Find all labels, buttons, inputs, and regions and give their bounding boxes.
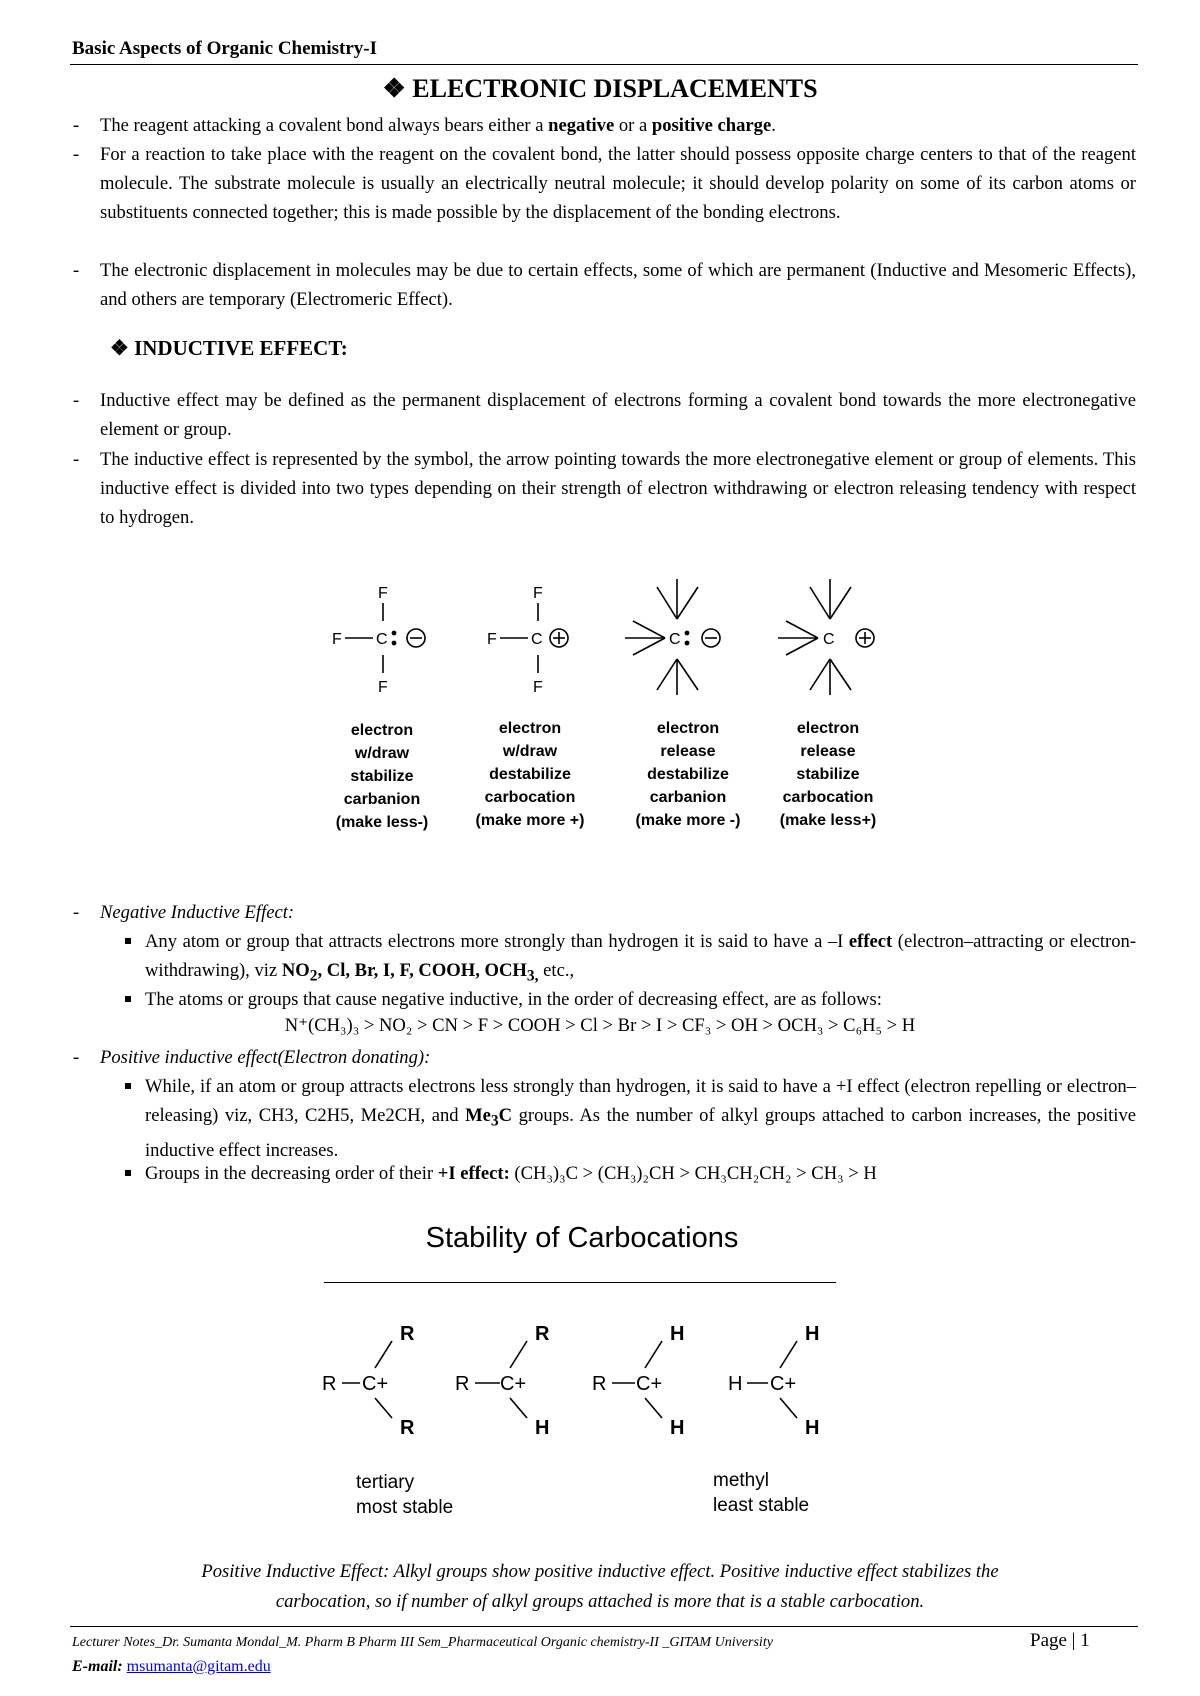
page-number: Page | 1	[1030, 1630, 1090, 1651]
carbon-atom: C	[669, 631, 681, 648]
fluorine-atom: F	[533, 585, 543, 602]
carbocation-structures-figure	[320, 1318, 840, 1438]
paragraph-reaction-conditions: - For a reaction to take place with the reagent on the covalent bond, the latter should possess opposite charge centers to that of the reagent molecule. The substrate molecule is usually an electrically neutral molecule; it should develop polarity on some of its carbon atoms or substituents connected together; this is made possible by the displacement of the bonding electrons.	[73, 144, 1136, 223]
carbon-atom: C	[376, 631, 388, 648]
positive-inductive-bullet-2: Groups in the decreasing order of their +I effect: (CH₃)₃C > (CH₃)₂CH > CH₃CH₂CH₂ > CH₃ > H	[145, 1159, 1136, 1188]
carbocation-2-top: R	[535, 1323, 550, 1345]
paragraph-inductive-definition: - Inductive effect may be defined as the permanent displacement of electrons forming a covalent bond towards the more electronegative element or group.	[73, 390, 1136, 440]
carbocation-1-top: R	[400, 1323, 415, 1345]
negative-inductive-bullet-1: Any atom or group that attracts electrons more strongly than hydrogen it is said to have a –I effect (electron–attracting or electron-withdrawing), viz $NO_2$, Cl, Br, I, F, COOH, $OCH_{3,}$ etc.,	[145, 927, 1136, 991]
negative-inductive-order: N⁺(CH₃)₃ > NO₂ > CN > F > COOH > Cl > Br > I > CF₃ > OH > OCH₃ > C₆H₅ > H	[284, 1015, 916, 1036]
fluorine-atom: F	[332, 631, 342, 648]
section-title-inductive-effect: ❖ INDUCTIVE EFFECT:	[110, 336, 348, 360]
header-rule	[70, 64, 1138, 65]
carbocation-3-center: C+	[636, 1373, 663, 1395]
footer-email: E-mail: msumanta@gitam.edu	[72, 1658, 271, 1675]
carbocation-stability-title: Stability of Carbocations	[425, 1222, 739, 1254]
carbocation-4-left: H	[728, 1373, 743, 1395]
paragraph-inductive-representation: - The inductive effect is represented by the symbol, the arrow pointing towards the more electronegative element or group of elements. This inductive effect is divided into two types depending on their strength of electron withdrawing or electron releasing tendency with respect to hydrogen.	[73, 449, 1136, 528]
methyl-label: methyl least stable	[713, 1470, 810, 1516]
carbocation-1-left: R	[322, 1373, 337, 1395]
carbocation-2-center: C+	[500, 1373, 527, 1395]
carbocation-2-left: R	[455, 1373, 470, 1395]
email-link[interactable]: msumanta@gitam.edu	[126, 1658, 271, 1675]
paragraph-reagent-charge: - The reagent attacking a covalent bond always bears either a negative or a positive charge.	[73, 115, 776, 136]
carbocation-3-top: H	[670, 1323, 685, 1345]
negative-inductive-bullet-2: The atoms or groups that cause negative inductive, in the order of decreasing effect, are as follows:	[145, 985, 1136, 1014]
carbocation-2-bottom: H	[535, 1417, 550, 1438]
negative-inductive-heading: - Negative Inductive Effect:	[73, 902, 295, 923]
carbocation-title-rule	[324, 1282, 836, 1283]
header-title: Basic Aspects of Organic Chemistry-I	[72, 38, 378, 59]
section-title-electronic-displacements: ❖ ELECTRONIC DISPLACEMENTS	[382, 74, 818, 103]
footer-notes: Lecturer Notes_Dr. Sumanta Mondal_M. Pharm B Pharm III Sem_Pharmaceutical Organic chemistry-II _GITAM University	[72, 1635, 773, 1650]
fluorine-atom: F	[533, 679, 543, 696]
carbocation-1-center: C+	[362, 1373, 389, 1395]
structure-label-1: electron w/draw stabilize carbanion (make less-)	[335, 722, 429, 831]
fluorine-atom: F	[487, 631, 497, 648]
structure-label-3: electron release destabilize carbanion (make more -)	[635, 720, 741, 829]
tertiary-label: tertiary most stable	[356, 1472, 454, 1518]
footer-rule	[70, 1626, 1138, 1627]
carbocation-4-center: C+	[770, 1373, 797, 1395]
positive-inductive-bullet-1: While, if an atom or group attracts electrons less strongly than hydrogen, it is said to have a +I effect (electron repelling or electron–releasing) viz, CH3, C2H5, Me2CH, and $Me_3C$ groups. As the number of alkyl groups attached to carbon increases, the positive inductive effect increases.	[145, 1072, 1136, 1165]
carbocation-1-bottom: R	[400, 1417, 415, 1438]
structure-label-4: electron release stabilize carbocation (make less+)	[779, 720, 877, 829]
positive-inductive-heading: - Positive inductive effect(Electron donating):	[73, 1047, 431, 1068]
carbon-atom: C	[823, 631, 835, 648]
carbocation-4-bottom: H	[805, 1417, 820, 1438]
inductive-effect-structures-figure	[320, 575, 900, 715]
carbocation-4-top: H	[805, 1323, 820, 1345]
fluorine-atom: F	[378, 585, 388, 602]
carbocation-3-bottom: H	[670, 1417, 685, 1438]
carbon-atom: C	[531, 631, 543, 648]
figure-caption: Positive Inductive Effect: Alkyl groups show positive inductive effect. Positive inductive effect stabilizes the carbocation, so if number of alkyl groups attached is more that is a stable carbocation.	[201, 1561, 999, 1612]
carbocation-3-left: R	[592, 1373, 607, 1395]
fluorine-atom: F	[378, 679, 388, 696]
paragraph-electronic-displacement-effects: - The electronic displacement in molecules may be due to certain effects, some of which are permanent (Inductive and Mesomeric Effects), and others are temporary (Electromeric Effect).	[73, 260, 1136, 310]
structure-label-2: electron w/draw destabilize carbocation (make more +)	[475, 720, 585, 829]
